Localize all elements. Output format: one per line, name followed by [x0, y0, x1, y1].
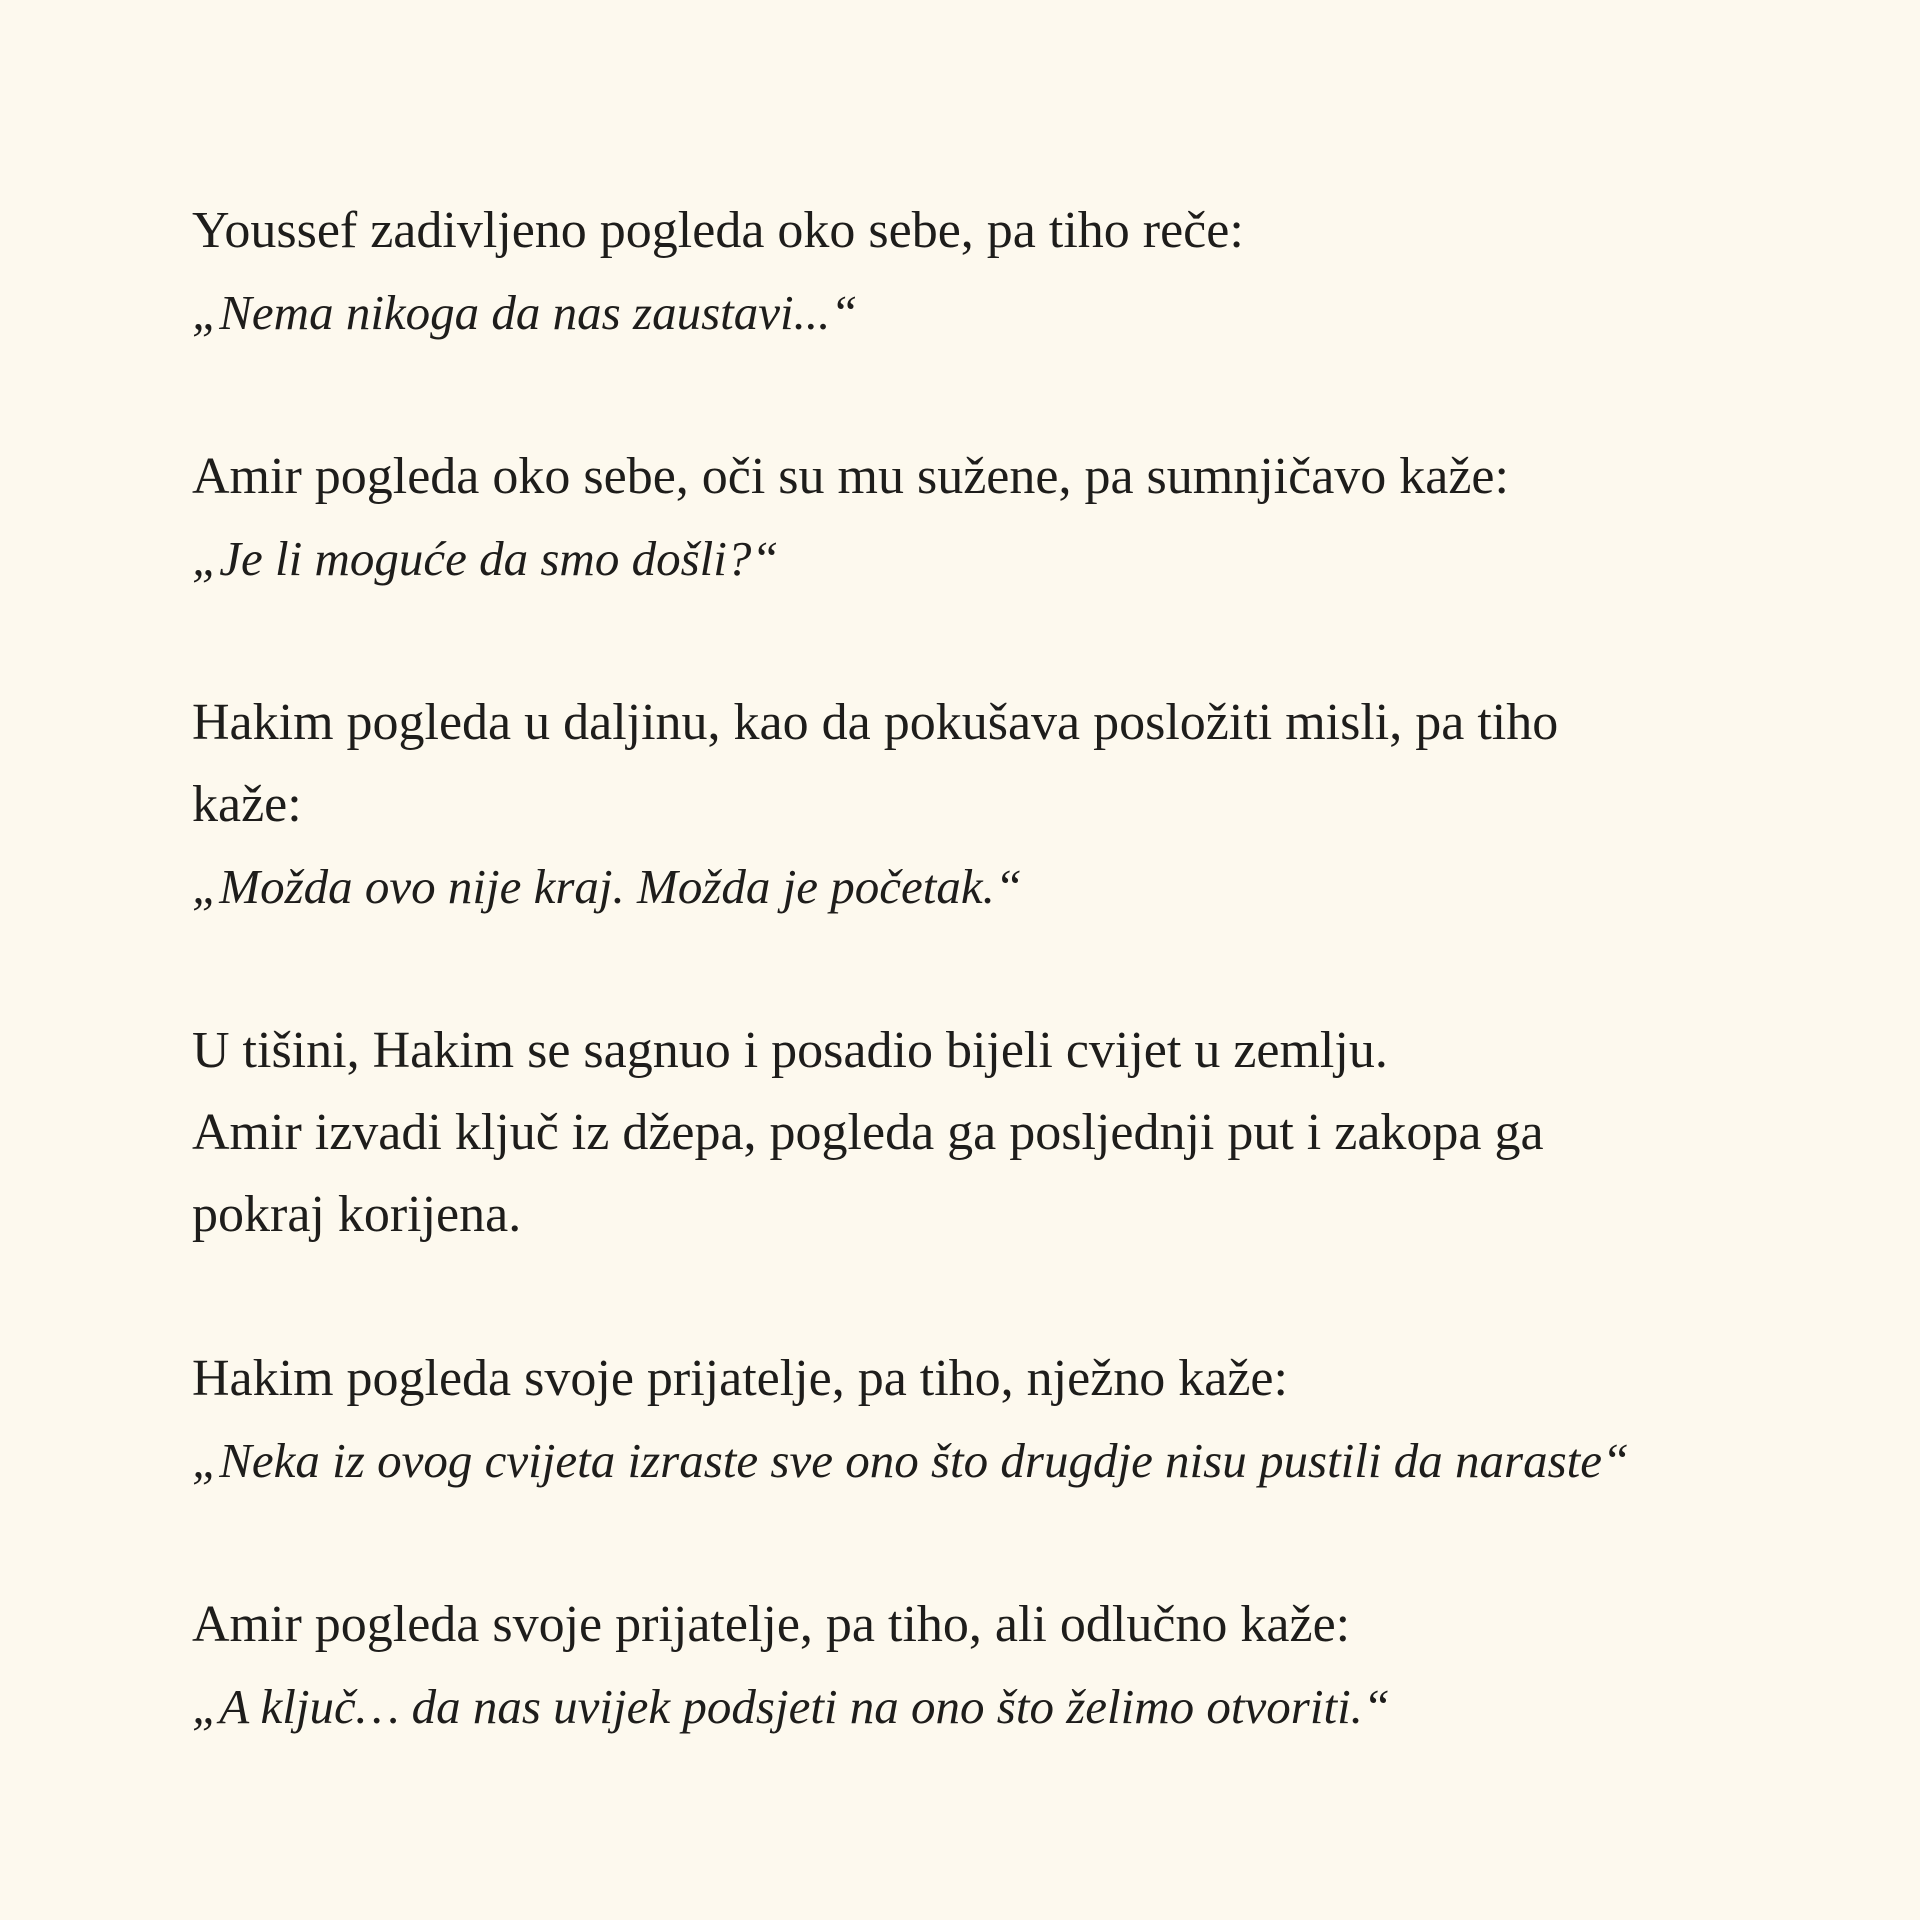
narration-line: pokraj korijena.: [192, 1186, 522, 1243]
narration-line: Hakim pogleda svoje prijatelje, pa tiho, nježno kaže:: [192, 1350, 1288, 1407]
narration-line: Hakim pogleda u daljinu, kao da pokušava posložiti misli, pa tiho: [192, 694, 1559, 751]
dialogue-quote: „Nema nikoga da nas zaustavi...“: [192, 285, 858, 340]
paragraph-spacer: [192, 928, 1740, 1010]
narration-line: Youssef zadivljeno pogleda oko sebe, pa tiho reče:: [192, 202, 1244, 259]
dialogue-quote: „A ključ… da nas uvijek podsjeti na ono što želimo otvoriti.“: [192, 1679, 1391, 1734]
paragraph-planting: [192, 1010, 1740, 1256]
dialogue-quote: „Neka iz ovog cvijeta izraste sve ono što drugdje nisu pustili da naraste“: [192, 1433, 1630, 1488]
paragraph-spacer: [192, 1256, 1740, 1338]
paragraph-amir-2: [192, 1584, 1740, 1748]
paragraph-amir-1: [192, 436, 1740, 600]
narration-line: Amir pogleda oko sebe, oči su mu sužene, pa sumnjičavo kaže:: [192, 448, 1509, 505]
paragraph-hakim-2: [192, 1338, 1740, 1502]
paragraph-spacer: [192, 1502, 1740, 1584]
narration-line: Amir pogleda svoje prijatelje, pa tiho, ali odlučno kaže:: [192, 1596, 1351, 1653]
narration-line: U tišini, Hakim se sagnuo i posadio bijeli cvijet u zemlju.: [192, 1022, 1388, 1079]
paragraph-spacer: [192, 354, 1740, 436]
paragraph-hakim-1: [192, 682, 1740, 928]
paragraph-spacer: [192, 600, 1740, 682]
narration-line: kaže:: [192, 776, 302, 833]
narration-line: Amir izvadi ključ iz džepa, pogleda ga posljednji put i zakopa ga: [192, 1104, 1544, 1161]
dialogue-quote: „Možda ovo nije kraj. Možda je početak.“: [192, 859, 1023, 914]
dialogue-quote: „Je li moguće da smo došli?“: [192, 531, 779, 586]
paragraph-youssef: [192, 190, 1740, 354]
